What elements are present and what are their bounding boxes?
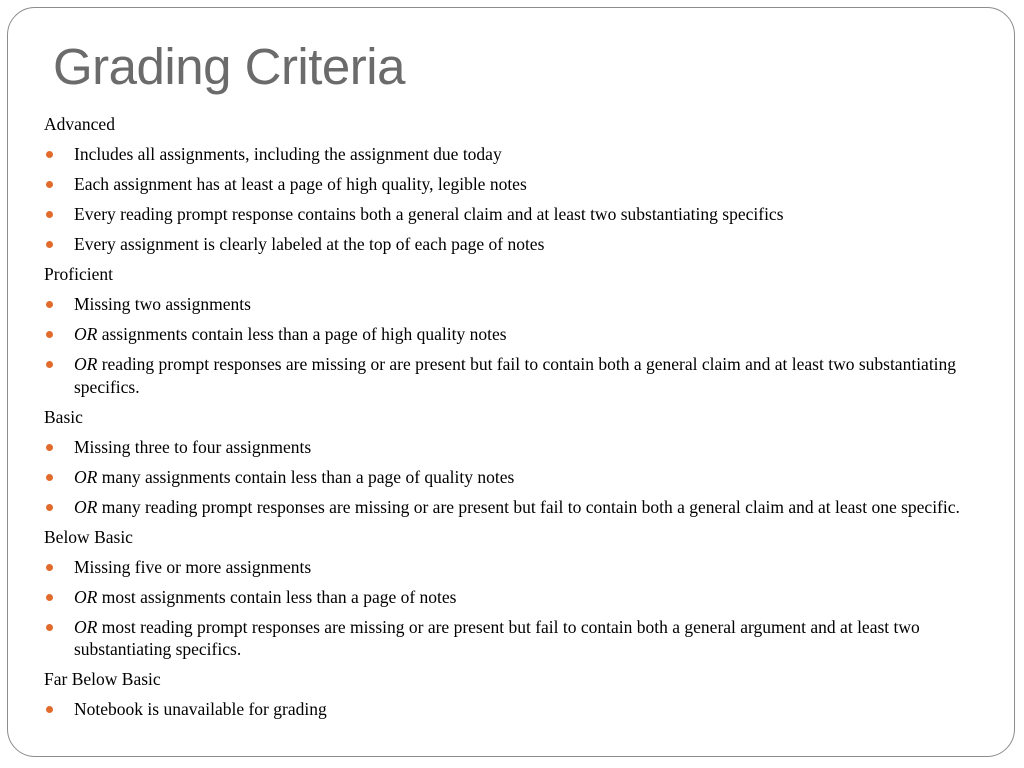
list-item bbox=[44, 231, 1006, 261]
bullet-icon bbox=[46, 504, 53, 511]
level-heading: Basic bbox=[44, 406, 83, 427]
criteria-list bbox=[44, 291, 1006, 404]
list-item bbox=[44, 464, 1006, 494]
item-text: assignments contain less than a page of high quality notes bbox=[97, 324, 507, 344]
list-item bbox=[44, 696, 1006, 726]
criteria-list bbox=[44, 434, 1006, 524]
or-prefix: OR bbox=[74, 496, 98, 517]
item-text: Every assignment is clearly labeled at the top of each page of notes bbox=[74, 234, 545, 254]
bullet-icon bbox=[46, 301, 53, 308]
or-prefix: OR bbox=[74, 616, 98, 637]
or-prefix: OR bbox=[74, 466, 98, 487]
list-item bbox=[44, 584, 1006, 614]
bullet-icon bbox=[46, 241, 53, 248]
list-item bbox=[44, 614, 1006, 667]
list-item bbox=[44, 201, 1006, 231]
item-text: Missing two assignments bbox=[74, 294, 251, 314]
level-heading: Far Below Basic bbox=[44, 669, 161, 689]
list-item bbox=[44, 554, 1006, 584]
level-heading: Below Basic bbox=[44, 526, 133, 547]
criteria-list bbox=[44, 141, 1006, 261]
item-text: most reading prompt responses are missing or are present but fail to contain both a general argument and at least two substantiating specifics. bbox=[74, 616, 920, 659]
bullet-icon bbox=[46, 151, 53, 158]
list-item bbox=[44, 434, 1006, 464]
item-text: many reading prompt responses are missing or are present but fail to contain both a general claim and at least one specific. bbox=[97, 496, 960, 517]
section-far-below-basic bbox=[44, 666, 1006, 726]
list-item bbox=[44, 171, 1006, 201]
level-heading: Advanced bbox=[44, 114, 115, 134]
bullet-icon bbox=[46, 474, 53, 481]
item-text: Every reading prompt response contains both a general claim and at least two substantiating specifics bbox=[74, 204, 784, 224]
item-text: many assignments contain less than a page of quality notes bbox=[97, 466, 515, 487]
or-prefix: OR bbox=[74, 324, 98, 344]
section-advanced bbox=[44, 111, 1006, 261]
bullet-icon bbox=[46, 706, 53, 713]
section-below-basic bbox=[44, 524, 1006, 667]
item-text: most assignments contain less than a page of notes bbox=[97, 586, 457, 607]
bullet-icon bbox=[46, 361, 53, 368]
list-item bbox=[44, 321, 1006, 351]
bullet-icon bbox=[46, 331, 53, 338]
item-text: Each assignment has at least a page of high quality, legible notes bbox=[74, 174, 527, 194]
bullet-icon bbox=[46, 211, 53, 218]
criteria-list bbox=[44, 554, 1006, 667]
bullet-icon bbox=[46, 181, 53, 188]
level-heading: Proficient bbox=[44, 264, 114, 284]
criteria-content bbox=[44, 111, 1006, 726]
item-text: Missing five or more assignments bbox=[74, 556, 312, 577]
bullet-icon bbox=[46, 564, 53, 571]
slide-title: Grading Criteria bbox=[53, 38, 405, 95]
list-item bbox=[44, 141, 1006, 171]
or-prefix: OR bbox=[74, 354, 98, 374]
section-proficient bbox=[44, 261, 1006, 404]
bullet-icon bbox=[46, 444, 53, 451]
item-text: Notebook is unavailable for grading bbox=[74, 699, 327, 719]
item-text: Includes all assignments, including the assignment due today bbox=[74, 144, 502, 164]
criteria-list bbox=[44, 696, 1006, 726]
or-prefix: OR bbox=[74, 586, 98, 607]
bullet-icon bbox=[46, 594, 53, 601]
list-item bbox=[44, 494, 1006, 524]
list-item bbox=[44, 351, 1006, 404]
bullet-icon bbox=[46, 624, 53, 631]
slide-frame bbox=[7, 7, 1015, 757]
item-text: Missing three to four assignments bbox=[74, 436, 312, 457]
list-item bbox=[44, 291, 1006, 321]
item-text: reading prompt responses are missing or are present but fail to contain both a general claim and at least two substantiating specifics. bbox=[74, 354, 957, 397]
section-basic bbox=[44, 404, 1006, 524]
